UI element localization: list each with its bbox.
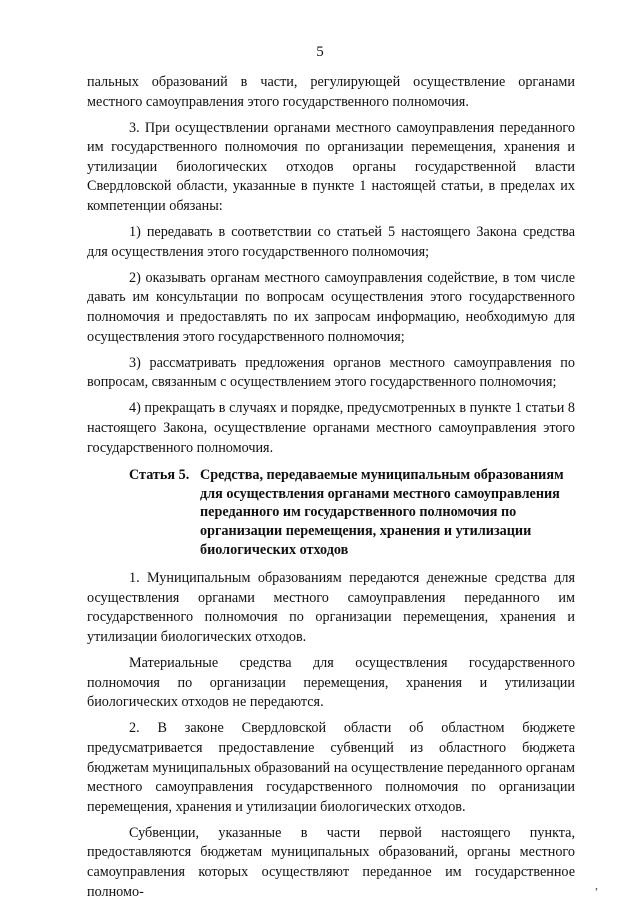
paragraph-material-means: Материальные средства для осуществления государственного полномочия по организации перемещения, хранения и утилизации биологических отходов не передаются.	[87, 655, 575, 711]
article-number: Статья 5.	[129, 467, 190, 484]
document-body	[87, 73, 575, 909]
paragraph-continuation: пальных образований в части, регулирующей осуществление органами местного самоуправления этого государственного полномочия.	[87, 74, 575, 110]
subitem-3: 3) рассматривать предложения органов местного самоуправления по вопросам, связанным с осуществлением этого государственного полномочия;	[87, 354, 575, 391]
subitem-4: 4) прекращать в случаях и порядке, предусмотренных в пункте 1 статьи 8 настоящего Закона, осуществление органами местного самоуправления этого государственного полномочия.	[87, 400, 575, 456]
paragraph-item-2: 2. В законе Свердловской области об областном бюджете предусматривается предоставление субвенций из областного бюджета бюджетам муниципальных образований на осуществление переданного органам местного самоуправления государственного полномочия по организации перемещения, хранения и утилизации биологических отходов.	[87, 720, 575, 815]
paragraph-subventions: Субвенции, указанные в части первой настоящего пункта, предоставляются бюджетам муниципальных образований, органы местного самоуправления которых осуществляют переданное им государственное полномо-	[87, 824, 575, 900]
paragraph-item-3: 3. При осуществлении органами местного самоуправления переданного им государственного полномочия по организации перемещения, хранения и утилизации биологических отходов органы государственной власти Свердловской области, указанные в пункте 1 настоящей статьи, в пределах их компетенции обязаны:	[87, 119, 575, 215]
subitem-2: 2) оказывать органам местного самоуправления содействие, в том числе давать им консультации по вопросам осуществления этого государственного полномочия и предоставлять по их запросам информацию, необходимую для осуществления этого государственного полномочия;	[87, 269, 575, 345]
stray-mark: ,	[595, 878, 598, 892]
page-number: 5	[316, 44, 324, 60]
paragraph-item-1: 1. Муниципальным образованиям передаются денежные средства для осуществления органами местного самоуправления переданного им государственного полномочия по организации перемещения, хранения и утилизации биологических отходов.	[87, 570, 575, 645]
article-heading	[87, 466, 575, 559]
article-title: Средства, передаваемые муниципальным образованиям для осуществления органами местного самоуправления переданного им государственного полномочия по организации перемещения, хранения и утилизации биологических отходов	[200, 467, 564, 558]
subitem-1: 1) передавать в соответствии со статьей 5 настоящего Закона средства для осуществления этого государственного полномочия;	[87, 224, 575, 260]
